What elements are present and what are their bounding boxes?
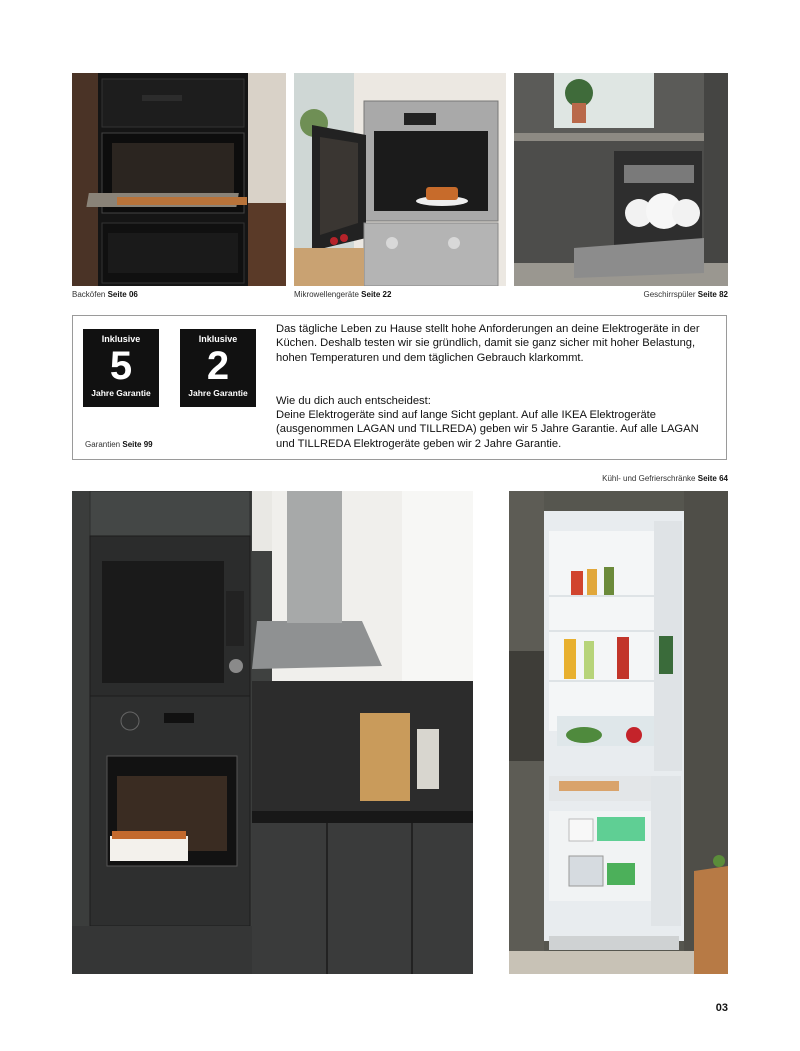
fridge-photo bbox=[509, 491, 728, 974]
badge-top-text: Inklusive bbox=[101, 334, 141, 344]
caption-label: Backöfen bbox=[72, 290, 106, 299]
badge-number: 5 bbox=[109, 344, 133, 388]
page-reference-link[interactable]: Seite 22 bbox=[361, 290, 392, 299]
page-reference-link[interactable]: Seite 64 bbox=[697, 474, 728, 483]
page-reference-link[interactable]: Seite 99 bbox=[122, 440, 153, 449]
caption-label: Garantien bbox=[85, 440, 121, 449]
microwave-caption bbox=[294, 290, 391, 299]
fridge-caption bbox=[602, 474, 728, 483]
kitchen-photo bbox=[72, 491, 473, 974]
dishwasher-photo bbox=[514, 73, 728, 286]
dishwasher-caption bbox=[644, 290, 729, 299]
badge-number: 2 bbox=[206, 344, 230, 388]
warranty-paragraph-1: Das tägliche Leben zu Hause stellt hohe Anforderungen an deine Elektrogeräte in der Küchen. Deshalb testen wir sie gründlich, damit sie ganz sicher mit hoher Belastung, hohen Temperaturen und dem täglichen Gebrauch klarkommt. bbox=[276, 323, 700, 364]
badge-bottom-text: Jahre Garantie bbox=[91, 388, 151, 398]
warranty-paragraph-2-intro: Wie du dich auch entscheidest: bbox=[276, 395, 431, 407]
warranty-paragraph-2: Deine Elektrogeräte sind auf lange Sicht geplant. Auf alle IKEA Elektrogeräte (ausgenommen LAGAN und TILLREDA) geben wir 5 Jahre Garantie. Auf alle LAGAN und TILLREDA Elektrogeräte geben wir 2 Jahre Garantie. bbox=[276, 409, 699, 450]
page-number: 03 bbox=[715, 1002, 728, 1014]
warranty-box bbox=[72, 315, 727, 460]
badge-top-text: Inklusive bbox=[198, 334, 238, 344]
ovens-caption bbox=[72, 290, 138, 299]
caption-label: Geschirrspüler bbox=[643, 290, 696, 299]
page-reference-link[interactable]: Seite 06 bbox=[107, 290, 138, 299]
page-reference-link[interactable]: Seite 82 bbox=[697, 290, 728, 299]
ovens-photo bbox=[72, 73, 286, 286]
badge-bottom-text: Jahre Garantie bbox=[188, 388, 248, 398]
warranty-badge-5 bbox=[83, 329, 159, 407]
warranty-caption bbox=[85, 440, 153, 449]
warranty-badge-2 bbox=[180, 329, 256, 407]
caption-label: Kühl- und Gefrierschränke bbox=[602, 474, 696, 483]
microwave-photo bbox=[294, 73, 506, 286]
caption-label: Mikrowellengeräte bbox=[294, 290, 359, 299]
